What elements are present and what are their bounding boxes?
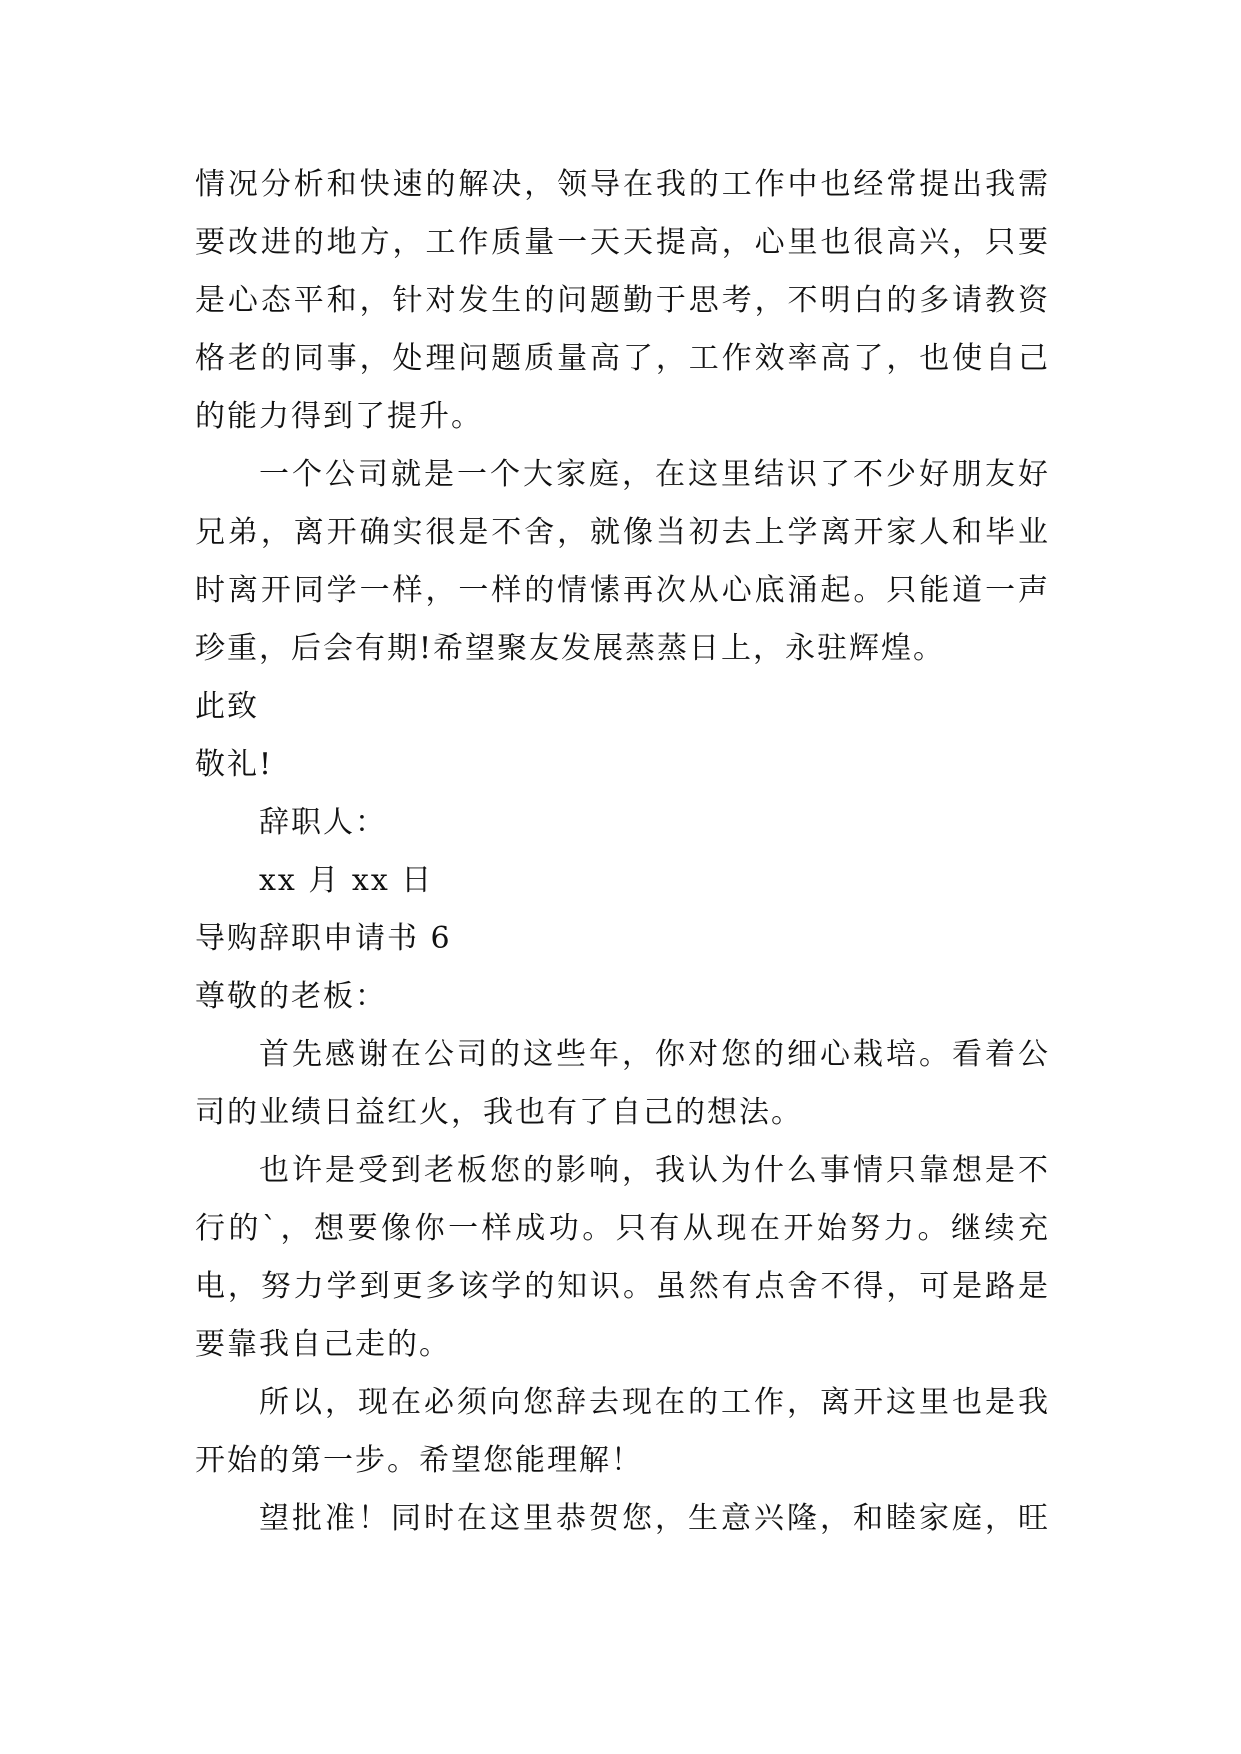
- text-line: 行的`，想要像你一样成功。只有从现在开始努力。继续充: [195, 1211, 1050, 1246]
- document-body: [195, 156, 1050, 1548]
- text-line: 是心态平和，针对发生的问题勤于思考，不明白的多请教资: [195, 283, 1050, 318]
- text-line: 此致: [195, 689, 259, 724]
- text-line: 敬礼!: [195, 747, 274, 782]
- text-line: 尊敬的老板：: [195, 979, 387, 1014]
- text-line: 司的业绩日益红火，我也有了自己的想法。: [195, 1095, 803, 1130]
- text-line: 要改进的地方，工作质量一天天提高，心里也很高兴，只要: [195, 225, 1050, 260]
- text-line: 情况分析和快速的解决，领导在我的工作中也经常提出我需: [195, 167, 1050, 202]
- text-line: 辞职人：: [259, 805, 387, 840]
- text-line: 首先感谢在公司的这些年，你对您的细心栽培。看着公: [259, 1037, 1050, 1072]
- text-line: 望批准！同时在这里恭贺您，生意兴隆，和睦家庭，旺: [259, 1501, 1050, 1536]
- text-line: 兄弟，离开确实很是不舍，就像当初去上学离开家人和毕业: [195, 515, 1050, 550]
- text-line: 开始的第一步。希望您能理解！: [195, 1443, 643, 1478]
- text-line: 导购辞职申请书 6: [195, 921, 452, 956]
- text-line: 要靠我自己走的。: [195, 1327, 451, 1362]
- text-line: 也许是受到老板您的影响，我认为什么事情只靠想是不: [259, 1153, 1050, 1188]
- text-line: xx 月 xx 日: [259, 863, 434, 898]
- text-line: 一个公司就是一个大家庭，在这里结识了不少好朋友好: [259, 457, 1050, 492]
- text-line: 所以，现在必须向您辞去现在的工作，离开这里也是我: [259, 1385, 1050, 1420]
- text-line: 格老的同事，处理问题质量高了，工作效率高了，也使自己: [195, 341, 1050, 376]
- text-line: 时离开同学一样，一样的情愫再次从心底涌起。只能道一声: [195, 573, 1050, 608]
- text-line: 电，努力学到更多该学的知识。虽然有点舍不得，可是路是: [195, 1269, 1050, 1304]
- text-line: 的能力得到了提升。: [195, 399, 483, 434]
- text-line: 珍重，后会有期!希望聚友发展蒸蒸日上，永驻辉煌。: [195, 631, 946, 666]
